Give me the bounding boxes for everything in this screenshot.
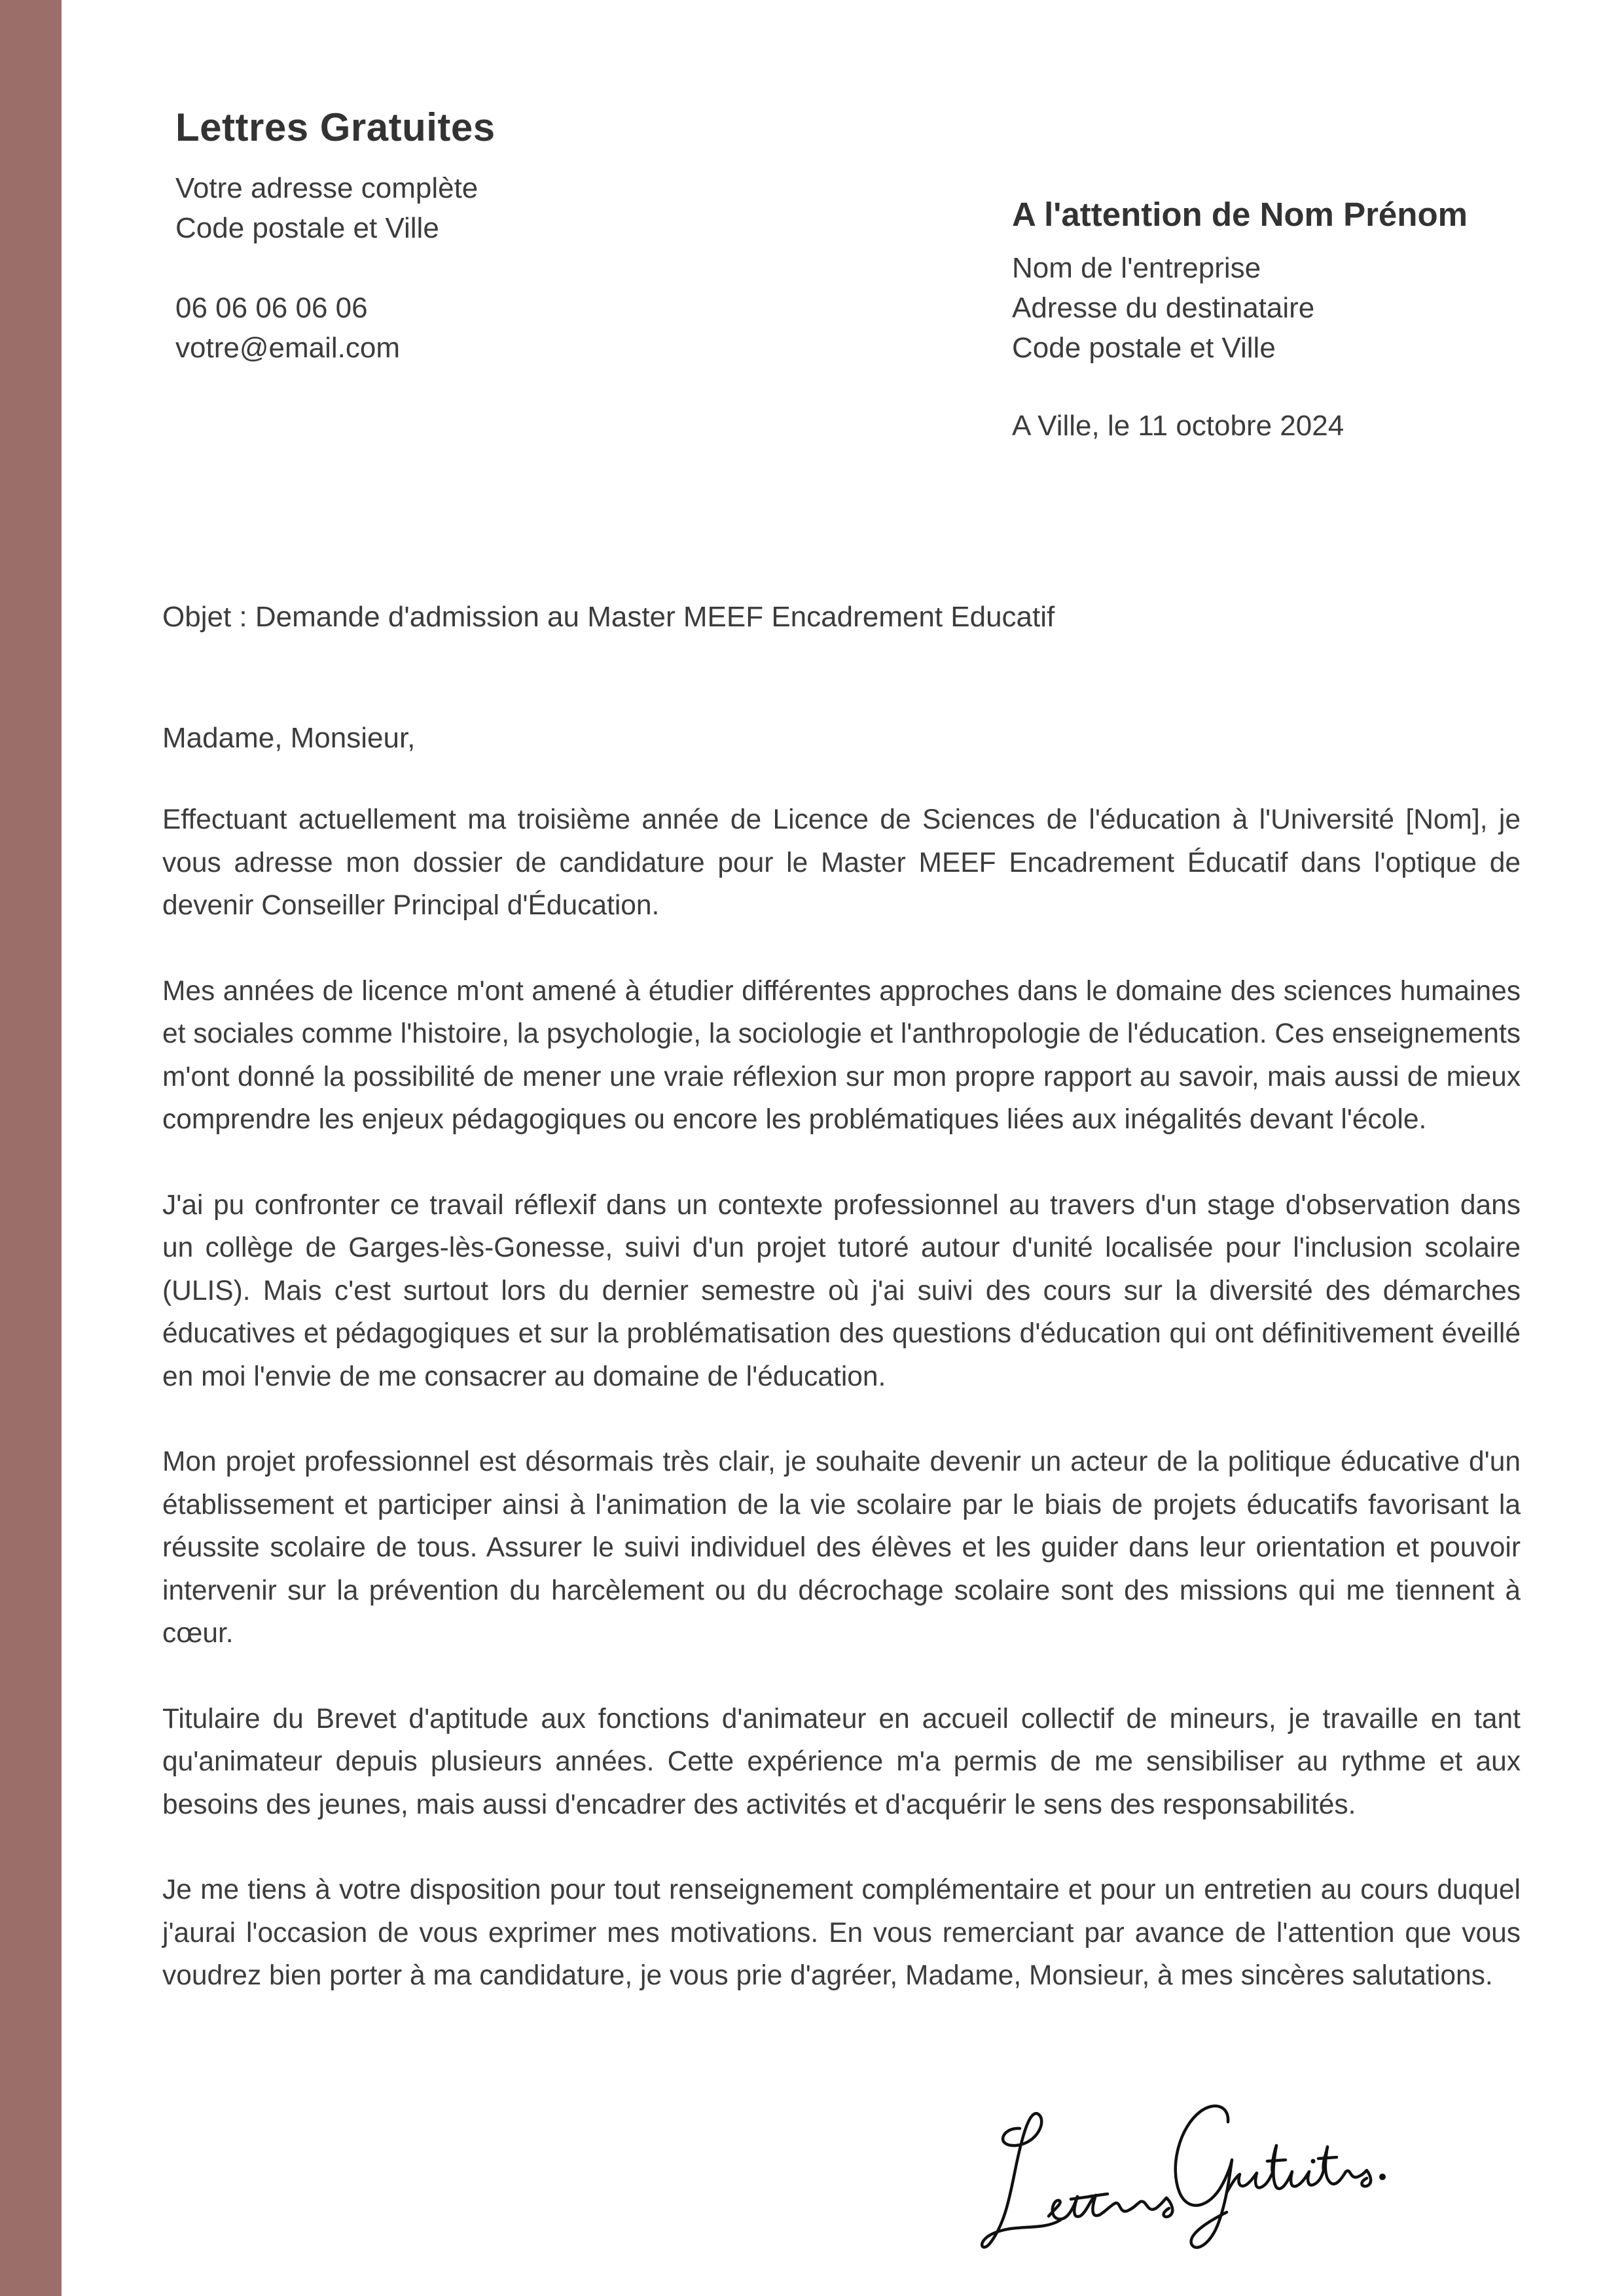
letter-salutation: Madame, Monsieur, xyxy=(162,722,416,754)
recipient-title: A l'attention de Nom Prénom xyxy=(1012,196,1468,233)
body-paragraph: J'ai pu confronter ce travail réflexif dans un contexte professionnel au travers d'un stage d'observation dans un collège de Garges-lès-Gonesse, suivi d'un projet tutoré autour d'unité localisée pour l'inclusion scolaire (ULIS). Mais c'est surtout lors du dernier semestre où j'ai suivi des cours sur la diversité des démarches éducatives et pédagogiques et sur la problématisation des questions d'éducation qui ont définitivement éveillé en moi l'envie de me consacrer au domaine de l'éducation. xyxy=(162,1189,1521,1392)
recipient-city: Code postale et Ville xyxy=(1012,332,1276,364)
decorative-side-bar xyxy=(0,0,62,2296)
sender-email: votre@email.com xyxy=(175,332,400,364)
body-paragraph: Je me tiens à votre disposition pour tout renseignement complémentaire et pour un entretien au cours duquel j'aurai l'occasion de vous exprimer mes motivations. En vous remerciant par avance de l'attention que vous voudrez bien porter à ma candidature, je vous prie d'agréer, Madame, Monsieur, à mes sincères salutations. xyxy=(162,1874,1521,1991)
body-paragraph: Mon projet professionnel est désormais très clair, je souhaite devenir un acteur de la politique éducative d'un établissement et participer ainsi à l'animation de la vie scolaire par le biais de projets éducatifs favorisant la réussite scolaire de tous. Assurer le suivi individuel des élèves et les guider dans leur orientation et pouvoir intervenir sur la prévention du harcèlement ou du décrochage scolaire sont des missions qui me tiennent à cœur. xyxy=(162,1446,1521,1649)
sender-phone: 06 06 06 06 06 xyxy=(175,292,368,324)
sender-name: Lettres Gratuites xyxy=(175,105,496,149)
letter-subject: Objet : Demande d'admission au Master MEEF Encadrement Educatif xyxy=(162,601,1055,633)
letter-date: A Ville, le 11 octobre 2024 xyxy=(1012,410,1344,442)
letter-body xyxy=(162,798,1521,2040)
sender-address: Votre adresse complète xyxy=(175,172,478,204)
sender-block xyxy=(175,105,765,368)
recipient-block xyxy=(1012,195,1601,446)
recipient-address: Adresse du destinataire xyxy=(1012,292,1315,324)
sender-city: Code postale et Ville xyxy=(175,212,439,244)
body-paragraph: Mes années de licence m'ont amené à étudier différentes approches dans le domaine des sciences humaines et sociales comme l'histoire, la psychologie, la sociologie et l'anthropologie de l'éducation. Ces enseignements m'ont donné la possibilité de mener une vraie réflexion sur mon propre rapport au savoir, mais aussi de mieux comprendre les enjeux pédagogiques ou encore les problématiques liées aux inégalités devant l'école. xyxy=(162,975,1521,1135)
body-paragraph: Effectuant actuellement ma troisième année de Licence de Sciences de l'éducation à l'Université [Nom], je vous adresse mon dossier de candidature pour le Master MEEF Encadrement Éducatif dans l'optique de devenir Conseiller Principal d'Éducation. xyxy=(162,804,1521,921)
recipient-company: Nom de l'entreprise xyxy=(1012,252,1261,284)
body-paragraph: Titulaire du Brevet d'aptitude aux fonctions d'animateur en accueil collectif de mineurs, je travaille en tant qu'animateur depuis plusieurs années. Cette expérience m'a permis de me sensibiliser au rythme et aux besoins des jeunes, mais aussi d'encadrer des activités et d'acquérir le sens des responsabilités. xyxy=(162,1703,1521,1820)
handwritten-signature xyxy=(975,2068,1394,2258)
